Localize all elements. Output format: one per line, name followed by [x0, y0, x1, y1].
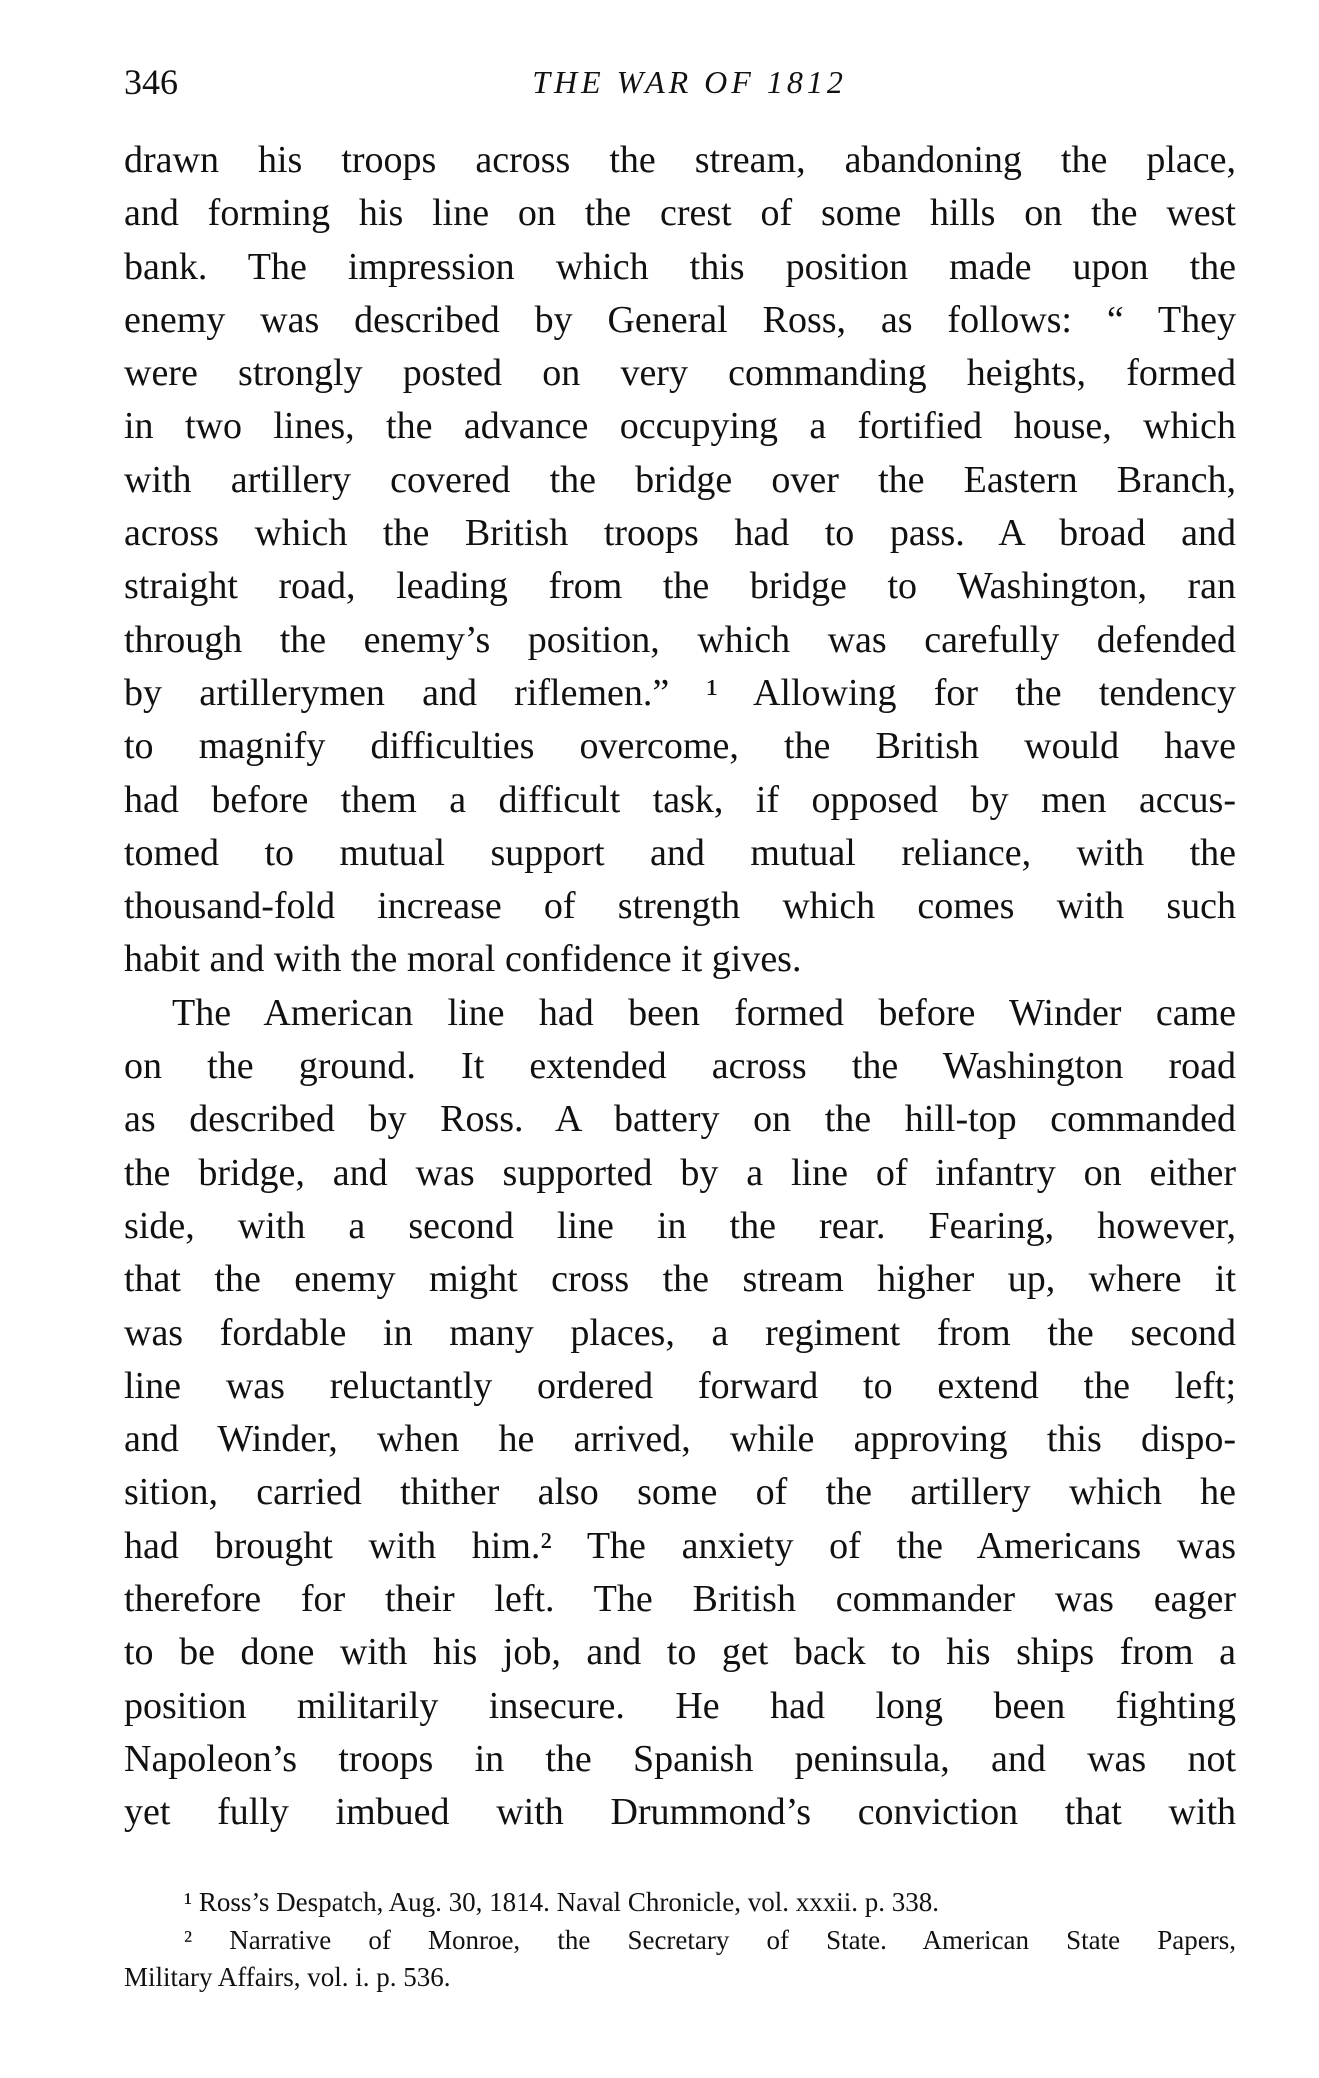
- text-line: enemy was described by General Ross, as follows: “ They: [124, 298, 1236, 341]
- text-line: across which the British troops had to pass. A broad and: [124, 512, 1236, 555]
- footnote-line: Military Affairs, vol. i. p. 536.: [124, 1962, 451, 1992]
- text-line: straight road, leading from the bridge to Washington, ran: [124, 565, 1236, 608]
- text-line: had before them a difficult task, if opposed by men accus-: [124, 778, 1236, 821]
- running-title: THE WAR OF 1812: [532, 64, 847, 100]
- text-line: were strongly posted on very commanding heights, formed: [124, 352, 1236, 395]
- text-line: yet fully imbued with Drummond’s conviction that with: [124, 1791, 1236, 1834]
- text-line: position militarily insecure. He had long been fighting: [124, 1684, 1236, 1727]
- text-line: thousand-fold increase of strength which comes with such: [124, 885, 1236, 928]
- footnote-line: ² Narrative of Monroe, the Secretary of State. American State Papers,: [184, 1924, 1236, 1955]
- body-text: [124, 134, 1236, 1840]
- text-line: on the ground. It extended across the Washington road: [124, 1045, 1236, 1088]
- text-line: to be done with his job, and to get back to his ships from a: [124, 1631, 1236, 1674]
- text-line: in two lines, the advance occupying a fortified house, which: [124, 405, 1236, 448]
- text-line: tomed to mutual support and mutual reliance, with the: [124, 831, 1236, 874]
- text-line: Napoleon’s troops in the Spanish peninsula, and was not: [124, 1737, 1236, 1780]
- text-line: as described by Ross. A battery on the hill-top commanded: [124, 1098, 1236, 1141]
- text-line: and Winder, when he arrived, while approving this dispo-: [124, 1418, 1236, 1461]
- text-line: habit and with the moral confidence it gives.: [124, 938, 802, 981]
- footnote-line: ¹ Ross’s Despatch, Aug. 30, 1814. Naval Chronicle, vol. xxxii. p. 338.: [184, 1887, 940, 1917]
- text-line: the bridge, and was supported by a line of infantry on either: [124, 1151, 1236, 1194]
- text-line: to magnify difficulties overcome, the British would have: [124, 725, 1236, 768]
- text-line: and forming his line on the crest of some hills on the west: [124, 192, 1236, 235]
- text-line: drawn his troops across the stream, abandoning the place,: [124, 139, 1236, 181]
- text-line: line was reluctantly ordered forward to extend the left;: [124, 1364, 1236, 1407]
- text-line: bank. The impression which this position made upon the: [124, 245, 1236, 288]
- text-line: side, with a second line in the rear. Fearing, however,: [124, 1204, 1236, 1247]
- text-line: with artillery covered the bridge over the Eastern Branch,: [124, 458, 1236, 501]
- text-line: sition, carried thither also some of the artillery which he: [124, 1471, 1236, 1514]
- footnotes: [124, 1884, 1236, 1997]
- text-line: was fordable in many places, a regiment from the second: [124, 1311, 1236, 1354]
- page-number: 346: [124, 62, 178, 102]
- text-line: had brought with him.² The anxiety of the Americans was: [124, 1524, 1236, 1567]
- text-line: The American line had been formed before Winder came: [172, 991, 1236, 1034]
- text-line: through the enemy’s position, which was carefully defended: [124, 618, 1236, 661]
- text-line: that the enemy might cross the stream higher up, where it: [124, 1258, 1236, 1301]
- text-line: by artillerymen and riflemen.” ¹ Allowing for the tendency: [124, 671, 1236, 714]
- text-line: therefore for their left. The British commander was eager: [124, 1578, 1236, 1621]
